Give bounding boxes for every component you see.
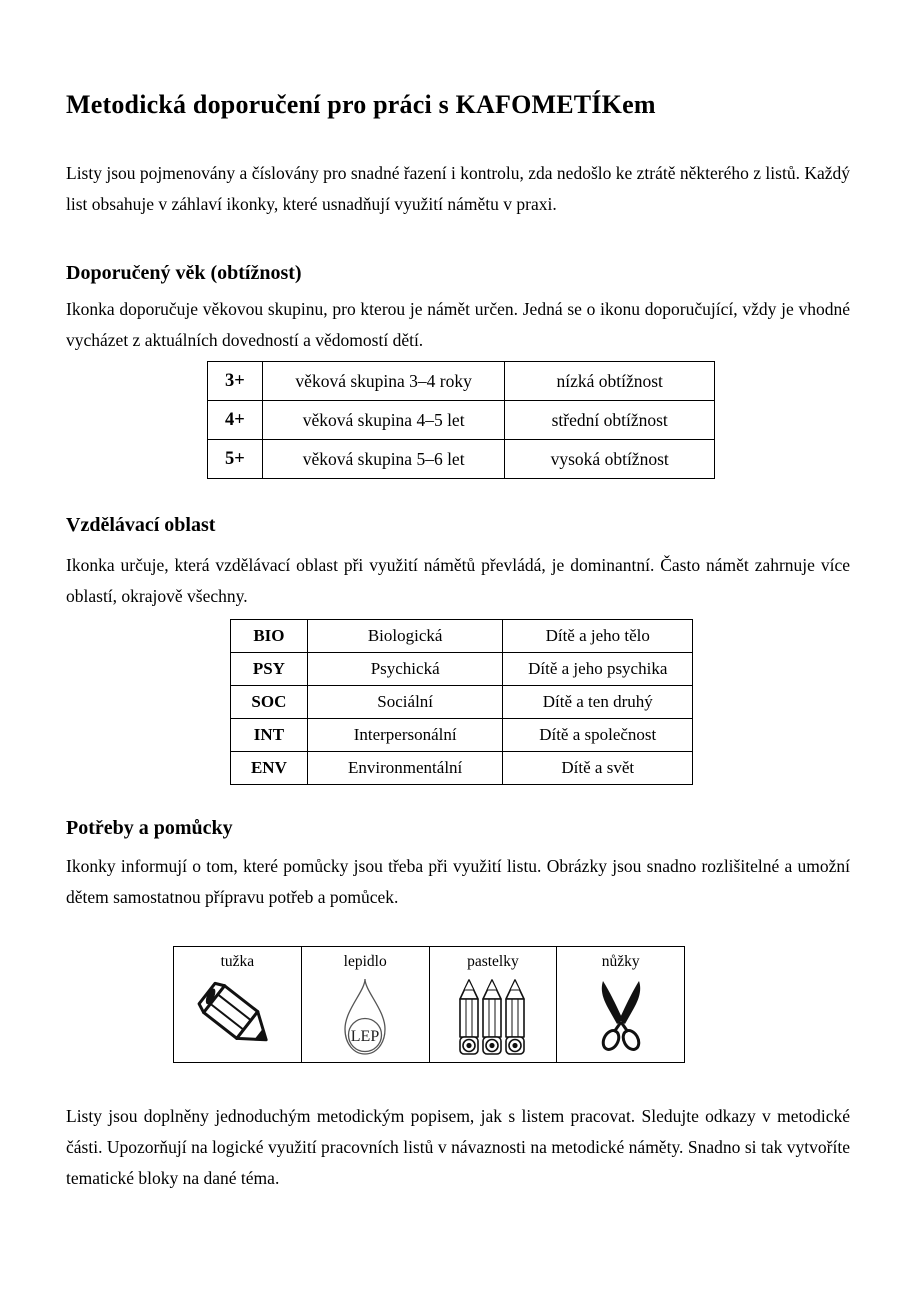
table-row <box>231 686 693 719</box>
difficulty-cell: střední obtížnost <box>505 401 715 440</box>
area-code-cell: SOC <box>231 686 308 719</box>
table-row <box>231 719 693 752</box>
age-badge-cell: 3+ <box>208 362 263 401</box>
age-difficulty-table <box>207 361 715 479</box>
tool-label: lepidlo <box>343 953 387 970</box>
area-domain-cell: Dítě a společnost <box>503 719 693 752</box>
age-badge-cell: 4+ <box>208 401 263 440</box>
tool-label: nůžky <box>601 953 640 970</box>
age-group-cell: věková skupina 5–6 let <box>262 440 504 479</box>
table-row <box>231 620 693 653</box>
outro-paragraph: Listy jsou doplněny jednoduchým metodickým popisem, jak s listem pracovat. Sledujte odkazy v metodické části. Upozorňují na logické využití pracovních listů v návaznosti na metodické náměty. Snadno si tak vytvoříte tematické bloky na dané téma. <box>66 1106 850 1188</box>
area-domain-cell: Dítě a ten druhý <box>503 686 693 719</box>
pencil-icon <box>174 973 301 1061</box>
area-domain-cell: Dítě a jeho tělo <box>503 620 693 653</box>
table-row <box>231 653 693 686</box>
page-title: Metodická doporučení pro práci s KAFOMETÍKem <box>66 90 656 119</box>
age-badge-cell: 5+ <box>208 440 263 479</box>
tools-paragraph: Ikonky informují o tom, které pomůcky jsou třeba při využití listu. Obrázky jsou snadno rozlišitelné a umožní dětem samostatnou přípravu potřeb a pomůcek. <box>66 856 850 907</box>
glue-drop-text: LEP <box>350 1028 380 1045</box>
section-heading-tools: Potřeby a pomůcky <box>66 817 233 839</box>
age-group-cell: věková skupina 3–4 roky <box>262 362 504 401</box>
table-row <box>174 947 685 1063</box>
area-paragraph: Ikonka určuje, která vzdělávací oblast při využití námětů převládá, je dominantní. Často námět zahrnuje více oblastí, okrajově všechny. <box>66 555 850 606</box>
section-heading-area: Vzdělávací oblast <box>66 514 216 536</box>
age-group-cell: věková skupina 4–5 let <box>262 401 504 440</box>
difficulty-cell: nízká obtížnost <box>505 362 715 401</box>
area-name-cell: Sociální <box>307 686 503 719</box>
area-name-cell: Biologická <box>307 620 503 653</box>
area-code-cell: ENV <box>231 752 308 785</box>
educational-area-table <box>230 619 693 785</box>
glue-drop-icon <box>302 973 429 1061</box>
area-code-cell: PSY <box>231 653 308 686</box>
area-domain-cell: Dítě a svět <box>503 752 693 785</box>
crayons-icon <box>430 973 557 1061</box>
tool-cell-pencil <box>174 947 302 1063</box>
area-code-cell: INT <box>231 719 308 752</box>
tool-cell-scissors <box>557 947 685 1063</box>
tool-label: pastelky <box>467 953 519 970</box>
intro-paragraph: Listy jsou pojmenovány a číslovány pro snadné řazení i kontrolu, zda nedošlo ke ztrátě některého z listů. Každý list obsahuje v záhlaví ikonky, které usnadňují využití námětu v praxi. <box>66 163 850 214</box>
table-row <box>231 752 693 785</box>
section-heading-age: Doporučený věk (obtížnost) <box>66 262 302 284</box>
area-code-cell: BIO <box>231 620 308 653</box>
table-row <box>208 401 715 440</box>
age-paragraph: Ikonka doporučuje věkovou skupinu, pro kterou je námět určen. Jedná se o ikonu doporučující, vždy je vhodné vycházet z aktuálních dovedností a vědomostí dětí. <box>66 299 850 350</box>
area-name-cell: Interpersonální <box>307 719 503 752</box>
scissors-icon <box>557 973 684 1061</box>
area-domain-cell: Dítě a jeho psychika <box>503 653 693 686</box>
area-name-cell: Psychická <box>307 653 503 686</box>
table-row <box>208 362 715 401</box>
table-row <box>208 440 715 479</box>
tools-icons-table <box>173 946 685 1063</box>
tool-label: tužka <box>220 953 255 970</box>
area-name-cell: Environmentální <box>307 752 503 785</box>
tool-cell-glue <box>301 947 429 1063</box>
page-content <box>0 88 916 1194</box>
tool-cell-crayons <box>429 947 557 1063</box>
difficulty-cell: vysoká obtížnost <box>505 440 715 479</box>
